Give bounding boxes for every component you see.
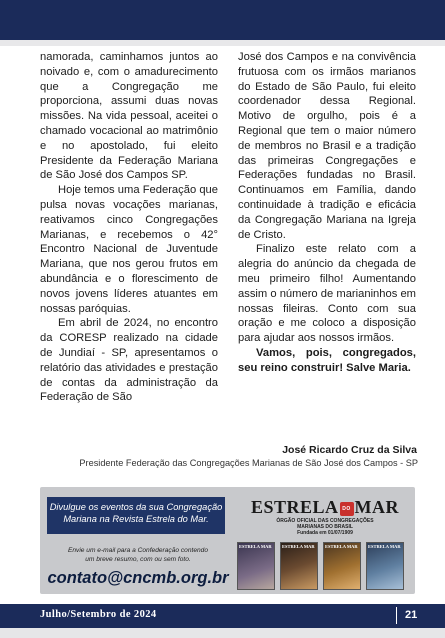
ad-headline-line: Divulgue os eventos da sua Congregação <box>49 502 223 512</box>
author-title: Presidente Federação das Congregações Marianas de São José dos Campos - SP <box>79 458 418 468</box>
page-bottom-edge <box>0 628 445 638</box>
paragraph: José dos Campos e na convivência frutuosa com os irmãos marianos do Estado de São Paulo, fui eleito coordenador dessa Regional. Motivo de orgulho, pois é a Regional que tem o maior número de membros no Brasil e a tradição das primeiras Congregações e Federações fundadas no Brasil. Continuamos em Família, dando continuidade à tradição e eficácia da Congregação Mariana na Igreja de Cristo. <box>238 51 416 241</box>
logo-subtitle <box>240 518 410 536</box>
top-banner <box>0 0 445 40</box>
magazine-advertisement <box>40 487 415 594</box>
author-name: José Ricardo Cruz da Silva <box>282 444 417 456</box>
paragraph: namorada, caminhamos juntos ao noivado e, com o amadurecimento que a Congregação me proporciona, assumi duas novas missões. Na vida pessoal, aceitei o chamado vocacional ao matrimônio e no apostolado, fui eleito Presidente da Federação Mariana de São José dos Campos SP. <box>40 51 218 182</box>
ad-instructions-line: um breve resumo, com ou sem foto. <box>85 555 191 563</box>
closing-paragraph: Vamos, pois, congregados, seu reino construir! Salve Maria. <box>238 346 416 374</box>
logo-subtitle-line: Fundada em 01/07/1909 <box>297 530 353 536</box>
star-badge-icon: DO <box>340 502 354 516</box>
magazine-cover-image <box>323 542 361 590</box>
signature-block <box>40 443 417 470</box>
magazine-cover-image <box>366 542 404 590</box>
ad-headline-box <box>47 497 225 534</box>
article-right-column <box>238 50 416 376</box>
article-left-column <box>40 50 218 405</box>
top-banner-edge <box>0 40 445 46</box>
magazine-cover-image <box>280 542 318 590</box>
cover-title: ESTRELA MAR <box>239 544 272 549</box>
footer-divider <box>396 607 397 624</box>
cover-title: ESTRELA MAR <box>282 544 315 549</box>
paragraph: Hoje temos uma Federação que pulsa novas vocações marianas, reativamos cinco Congregações Marianas, e recebemos o 42° Encontro Nacional de Juventude Mariana, que nos gerou frutos em abundância e o florescimento de novos jovens líderes atuantes em nossas paróquias. <box>40 184 218 315</box>
cover-title: ESTRELA MAR <box>368 544 401 549</box>
ad-headline-line: Mariana na Revista Estrela do Mar. <box>63 514 209 524</box>
magazine-covers <box>235 542 413 590</box>
logo-subtitle-line: ÓRGÃO OFICIAL DAS CONGREGAÇÕES <box>276 518 374 524</box>
ad-instructions-line: Envie um e-mail para a Confederação contendo <box>67 547 209 554</box>
logo-subtitle-line: MARIANAS DO BRASIL <box>297 524 353 530</box>
logo-title <box>240 497 410 518</box>
magazine-logo <box>240 497 410 536</box>
issue-label: Julho/Setembro de 2024 <box>40 609 157 620</box>
page-number: 21 <box>405 609 418 621</box>
page-footer <box>0 604 445 628</box>
contact-email[interactable]: contato@cncmb.org.br <box>47 569 229 587</box>
paragraph: Em abril de 2024, no encontro da CORESP realizado na cidade de Jundiaí - SP, apresentamos o relatório das atividades e prestação de contas da administração da Federação de São <box>40 317 218 404</box>
logo-title-right: MAR <box>354 497 400 517</box>
logo-title-left: ESTRELA <box>250 497 339 517</box>
magazine-cover-image <box>237 542 275 590</box>
ad-instructions <box>47 547 229 564</box>
paragraph: Finalizo este relato com a alegria do anúncio da chegada de meu primeiro filho! Aumentando assim o número de marianinhos em nossas fileiras. Conto com sua oração e me coloco a disposição para ajudar aos nossos irmãos. <box>238 243 416 345</box>
cover-title: ESTRELA MAR <box>325 544 358 549</box>
